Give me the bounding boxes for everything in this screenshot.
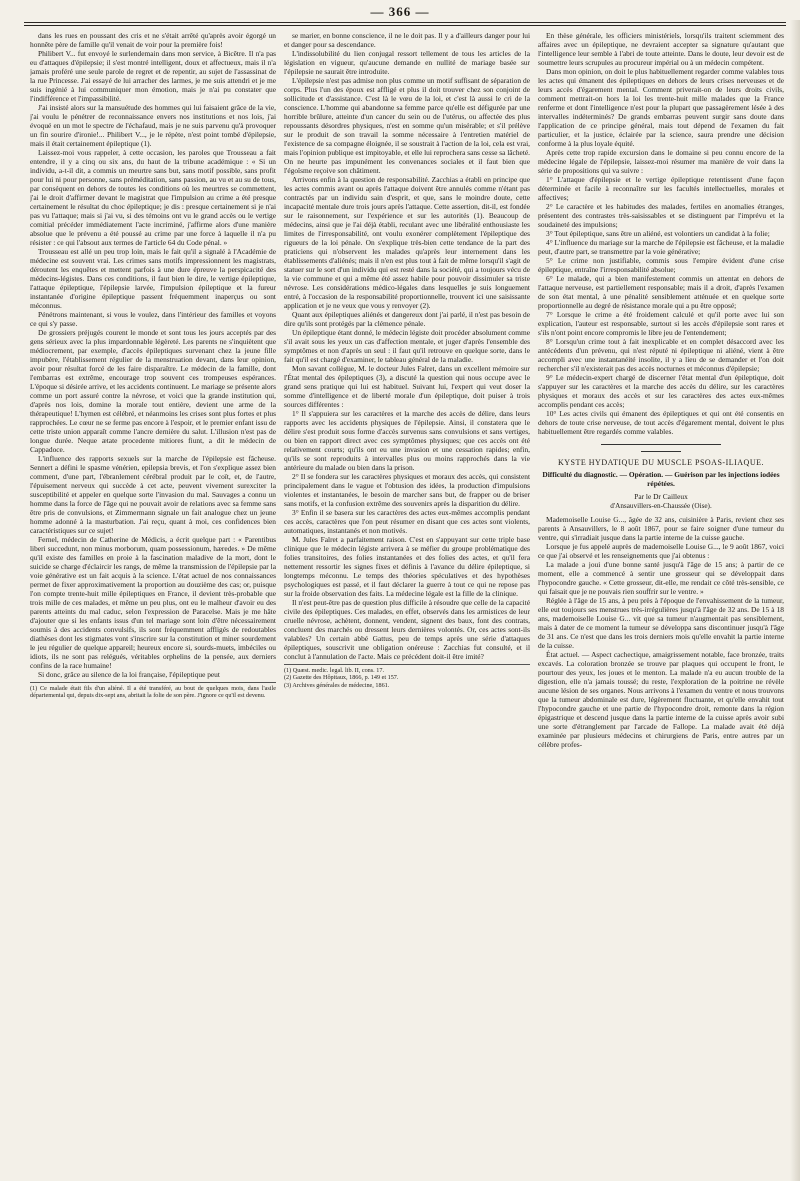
paragraph: dans les rues en poussant des cris et ne s'était arrêté qu'après avoir égorgé un honnête père de famille qu'il venait de voir pour la première fois!	[30, 31, 276, 49]
article-title: KYSTE HYDATIQUE DU MUSCLE PSOAS-ILIAQUE.	[558, 458, 764, 467]
column-middle	[284, 31, 530, 1171]
paragraph: 7° Lorsque le crime a été froidement calculé et qu'il porte avec lui son explication, l'auteur est responsable, surtout si les accès d'épilepsie sont rares et s'ils n'ont point encore compromis le libre jeu de l'entendement;	[538, 310, 784, 337]
paragraph: Mademoiselle Louise G..., âgée de 32 ans, cuisinière à Paris, revient chez ses parents à Ansauvillers, le 8 août 1867, pour se faire soigner d'une tumeur du ventre, qui s'irradiait jusque dans la partie interne de la cuisse gauche.	[538, 515, 784, 542]
paragraph: Si donc, grâce au silence de la loi française, l'épileptique peut	[38, 670, 220, 679]
paragraph: Fernel, médecin de Catherine de Médicis, a écrit quelque part : « Parentibus liberi succedunt, non minus morborum, quam possessionum, hæredes. » De même qu'il existe des familles en proie à la fascination maladive de la mort, dont le suicide se charge d'éclaircir les rangs, de même la transmission de l'épilepsie par la voie générative est un fait acquis à la science. L'état actuel de nos connaissances permet de fixer approximativement la proportion au douzième des cas; or, puisque l'on compte trente-huit mille épileptiques en France, il devient très-probable que trois mille de ces malades, et même un peu plus, ont eu le malheur d'avoir eu des parents atteints du mal caduc, selon l'expression de Paracelse. Mais je me hâte d'ajouter que si les enfants issus d'un tel mariage sont loin d'être nécessairement soumis à des accidents convulsifs, ils sont fréquemment affligés de redoutables diathèses dont les stigmates vont s'inscrire sur la constitution et miner sourdement le jeu régulier de quelque appareil; heureux encore si, sourds-muets, imbéciles ou idiots, ils ne sont pas relégués, véritables orphelins de la pensée, aux derniers confins de la race humaine!	[30, 535, 276, 670]
paragraph: En thèse générale, les officiers ministériels, lorsqu'ils traitent sciemment des affaires avec un épileptique, ne devraient accepter sa signature qu'autant que l'intelligence leur semble à l'abri de toute atteinte. Dans le doute, leur devoir est de soumettre leurs scrupules au procureur impérial ou à un médecin compétent.	[538, 31, 784, 67]
paragraph: se marier, en bonne conscience, il ne le doit pas. Il y a d'ailleurs danger pour lui et danger pour sa descendance.	[284, 31, 530, 49]
paragraph: La malade a joui d'une bonne santé jusqu'à l'âge de 15 ans; à partir de ce moment, elle a commencé à sentir une grosseur qui se développait dans l'hypocondre gauche. « Cette grosseur, dit-elle, me rendait ce côté très-sensible, ce qui faisait que je ne pouvais rien souffrir sur le ventre. »	[538, 560, 784, 596]
paragraph: 1° L'attaque d'épilepsie et le vertige épileptique retentissent d'une façon déterminée et facile à reconnaître sur les facultés intellectuelles, morales et affectives;	[538, 175, 784, 202]
column-left	[30, 31, 276, 1171]
paragraph: L'indissolubilité du lien conjugal ressort tellement de tous les articles de la législation en vigueur, qu'aucune demande en nullité de mariage basée sur l'épilepsie ne saurait être introduite.	[284, 49, 530, 76]
footnote: (1) Ce malade était fils d'un aliéné. Il a été transféré, au bout de quelques mois, dans l'asile départemental qui, depuis dix-sept ans, abritait la folie de son père. J'ignore ce qu'il est devenu.	[30, 685, 276, 700]
page-number: — 366 —	[370, 4, 430, 19]
paragraph: L'influence des rapports sexuels sur la marche de l'épilepsie est fâcheuse. Sennert a défini le spasme vénérien, epilepsia brevis, et l'on s'explique assez bien comment, d'une part, l'ébranlement cérébral produit par le coït, et, de l'autre, l'épuisement nerveux qui succède à cet acte, peuvent vivement surexciter la susceptibilité et appeler en quelque sorte l'invasion du mal. Sauvages a connu un homme dans la force de l'âge qui ne pouvait avoir de relations avec sa femme sans être pris de convulsions, et Zimmermann signale un fait analogue chez un jeune homme adonné à la masturbation. J'ai reçu, quant à moi, ces confidences bien caractéristiques sur ce sujet!	[30, 454, 276, 535]
paragraph: 4° L'influence du mariage sur la marche de l'épilepsie est fâcheuse, et la maladie peut, d'autre part, se transmettre par la voie générative;	[538, 238, 784, 256]
footnote: (3) Archives générales de médecine, 1861.	[284, 681, 390, 689]
paragraph: Pénétrons maintenant, si vous le voulez, dans l'intérieur des familles et voyons ce qui s'y passe.	[30, 310, 276, 328]
paragraph: Arrivons enfin à la question de responsabilité. Zacchias a établi en principe que les actes commis avant ou après l'attaque doivent être annulés comme n'étant pas contractés par un individu sain d'esprit, et que, sans le moindre doute, cette incapacité mentale dure trois jours après l'attaque. Cette assertion, dit-il, est fondée sur le raisonnement, sur l'expérience et sur les autorités (1). Beaucoup de médecins, ainsi que je l'ai déjà établi, reculant avec une libéralité enthousiaste les limites de l'irresponsabilité, ont voulu exonérer complètement l'épileptique des rigueurs de la loi pénale. On s'explique très-bien cette tendance de la part des praticiens qui n'observent les malades qu'après leur internement dans les établissements d'aliénés; mais il n'en est plus tout à fait de même lorsqu'il s'agit de statuer sur le sort d'un individu qui est resté dans la société, qui a toujours vécu de la vie commune et qui a même été assez habile pour pouvoir dissimuler sa triste névrose. Les considérations médico-légales dans lesquelles je suis longuement entré, à l'occasion de la responsabilité proportionnelle, trouvent ici une saisissante application et je ne veux que vous y renvoyer (2).	[284, 175, 530, 310]
article-place: d'Ansauvillers-en-Chaussée (Oise).	[610, 502, 712, 510]
paragraph: 3° Enfin il se basera sur les caractères des actes eux-mêmes accomplis pendant ces accès, caractères que l'on peut résumer en disant que ces actes sont violents, automatiques, instantanés et non motivés.	[284, 508, 530, 535]
paragraph: 6° Le malade, qui a bien manifestement commis un attentat en dehors de l'attaque nerveuse, est partiellement responsable; mais il a droit, d'après l'examen de son état mental, à une pénalité sensiblement atténuée et en quelque sorte proportionnelle au degré de résistance morale qui a pu être opposé;	[538, 274, 784, 310]
paragraph: 9° Le médecin-expert chargé de discerner l'état mental d'un épileptique, doit s'appuyer sur les caractères et la marche des accès du délire, sur les caractères physiques et moraux des accès et sur les caractères des actes eux-mêmes accomplis pendant ces accès;	[538, 373, 784, 409]
footnotes	[30, 682, 276, 700]
article-subtitle: Difficulté du diagnostic. — Opération. — Guérison par les injections iodées répétées.	[542, 470, 780, 488]
section-divider	[601, 444, 721, 445]
footnote: (1) Quæst. medic. legal. lib. II, cons. 17.	[284, 667, 385, 674]
paragraph: Après cette trop rapide excursion dans le domaine si peu connu encore de la médecine légale de l'épilepsie, laissez-moi résumer ma manière de voir dans la série de propositions qui va suivre :	[538, 148, 784, 175]
footnotes	[284, 664, 530, 689]
paragraph: 8° Lorsqu'un crime tout à fait inexplicable et en complet désaccord avec les antécédents d'un prévenu, qui n'est réputé ni épileptique ni aliéné, vient à être accompli avec une instantanéité insolite, il y a lieu de se demander et l'on doit rechercher s'il n'existerait pas des accès nocturnes et méconnus d'épilepsie;	[538, 337, 784, 373]
paragraph: 2° Il se fondera sur les caractères physiques et moraux des accès, qui consistent principalement dans le vague et l'obtusion des idées, la production d'impulsions violentes et instantanées, le besoin de marcher sans but, de frapper ou de briser sans motifs, et la confusion extrême des souvenirs après la disparition du délire.	[284, 472, 530, 508]
paragraph: Trousseau est allé un peu trop loin, mais le fait qu'il a signalé à l'Académie de médecine est souvent vrai. Les crimes sans motifs impressionnent les magistrats, déroutent les enquêtes et mettent parfois à une dure épreuve la perspicacité des médecins-légistes. Dans ces conditions, il faut bien le dire, le vertige épileptique, l'attaque épileptique, l'épilepsie larvée, l'impulsion épileptique et la fureur instantanée d'origine épileptique passent fréquemment inaperçus ou sont méconnus.	[30, 247, 276, 310]
paragraph: État actuel. — Aspect cachectique, amaigrissement notable, face bronzée, traits excavés. La coloration bronzée se trouve par plaques qui occupent le front, le pourtour des yeux, les joues et le menton. La malade n'a eu aucun trouble de la digestion, elle n'a jamais toussé; du reste, l'exploration de la poitrine ne révèle aucune lésion de ses organes. Nous arrivons à l'examen du ventre et nous trouvons que la tumeur abdominale est dure, légèrement fluctuante, et qu'elle envahit tout l'hypocondre gauche et une partie de l'hypocondre droit, remonte dans la région épigastrique et descend jusque dans la partie interne de la cuisse après avoir subi une sorte d'étranglement par l'arcade de Fallope. La malade avait été déjà examinée par plusieurs médecins et chirurgiens de Paris, entre autres par un célèbre profes-	[538, 650, 784, 749]
paragraph: Il n'est peut-être pas de question plus difficile à résoudre que celle de la capacité civile des épileptiques. Ces malades, en effet, observés dans les armistices de leur cruelle névrose, achètent, donnent, vendent, signent des baux, font des contrats, concluent des marchés ou dressent leurs dernières volontés. Or, ces actes sont-ils valables? Un certain abbé Gattus, peu de temps après une série d'attaques épileptiques, souscrivit une obligation onéreuse : Zacchias fut consulté, et il conclut à l'annulation de l'acte. Mais ce précédent doit-il être imité?	[284, 598, 530, 661]
section-divider-short	[641, 451, 681, 452]
paragraph: 3° Tout épileptique, sans être un aliéné, est volontiers un candidat à la folie;	[546, 229, 770, 238]
page-edge-shadow	[790, 20, 800, 1181]
column-right	[538, 31, 784, 1171]
paragraph: 2° Le caractère et les habitudes des malades, fertiles en anomalies étranges, présentent des contrastes très-saisissables et se distinguent par l'imprévu et la soudaineté des impulsions;	[538, 202, 784, 229]
paragraph: M. Jules Falret a parfaitement raison. C'est en s'appuyant sur cette triple base clinique que le médecin légiste arrivera à se méfier du groupe problématique des folies transitoires, des folies instantanées et des folies des actes, et qu'il fera nettement ressortir les signes fixes et définis à l'avance du délire épileptique, si longtemps méconnu. Le temps des théories spéculatives et des hypothèses psychologiques est passé, et il faut déclarer la guerre à tout ce qui ne repose pas sur la froide observation des faits. La médecine légale est la fille de la clinique.	[284, 535, 530, 598]
header-rule	[24, 22, 786, 23]
paragraph: Mon savant collègue, M. le docteur Jules Falret, dans un excellent mémoire sur l'État mental des épileptiques (3), a discuté la question qui nous occupe avec le grand sens pratique qui lui est habituel. Suivant lui, l'expert qui veut doser la somme d'intelligence et de liberté morale d'un épileptique, doit puiser à trois sources différentes :	[284, 364, 530, 409]
paragraph: Laissez-moi vous rappeler, à cette occasion, les paroles que Trousseau a fait entendre, il y a cinq ou six ans, du haut de la tribune académique : « Si un individu, a-t-il dit, a commis un meurtre sans but, sans motif possible, sans profit pour lui ni pour personne, sans préméditation, sans passion, au vu et au su de tous, par conséquent en dehors de toutes les conditions où les meurtres se commettent, j'ai le droit d'affirmer devant le magistrat que l'impulsion au crime a été presque certainement le résultat du choc épileptique; je dis : presque certainement si je n'ai pas vu l'attaque; mais si j'ai vu, si des témoins ont vu le grand accès ou le vertige comitial précéder immédiatement l'acte incriminé, j'affirme alors d'une manière absolue que le prévenu a été poussé au crime par une force à laquelle il n'a pu résister : ce qui l'absout aux termes de l'article 64 du Code pénal. »	[30, 148, 276, 247]
paragraph: 1° Il s'appuiera sur les caractères et la marche des accès de délire, dans leurs rapports avec les accidents physiques de l'épilepsie. Ainsi, il constatera que le délire s'est produit sous forme d'accès survenus sans convulsions et sans vertiges, ou bien en rapport direct avec ces symptômes physiques; que ces accès ont été relativement courts; qu'ils ont eu une invasion et une cessation rapides; enfin, qu'ils se sont reproduits à intervalles plus ou moins rapprochés dans la vie antérieure du malade ou bien dans la prison.	[284, 409, 530, 472]
paragraph: J'ai insisté alors sur la mansuétude des hommes qui lui faisaient grâce de la vie, j'ai voulu le pénétrer de reconnaissance envers nos institutions et nos lois, j'ai évoqué en un mot le spectre de l'échafaud, mais je ne suis parvenu qu'à provoquer un fin sourire d'ironie!... Philibert V..., je le répète, n'est point tombé d'épilepsie, mais il était certainement épileptique (1).	[30, 103, 276, 148]
paragraph: Un épileptique étant donné, le médecin légiste doit procéder absolument comme s'il avait sous les yeux un cas d'affection mentale, et juger d'après l'ensemble des symptômes et non d'après un seul : il faut qu'il retrouve en quelque sorte, dans le fait qu'il est chargé d'examiner, le tableau général de la maladie.	[284, 328, 530, 364]
paragraph: Philibert V... fut envoyé le surlendemain dans mon service, à Bicêtre. Il n'a pas eu d'attaques d'épilepsie; il s'est montré intelligent, doux et affectueux, mais il n'a jamais proféré une seule parole de regret et de repentir, au sujet de l'assassinat de la rue Princesse. J'ai essayé de lui arracher des larmes, je me suis attendri et je me suis ingénié à lui communiquer mon émotion, mais je n'ai pu constater que l'indifférence et l'impassibilité.	[30, 49, 276, 103]
paragraph: Quant aux épileptiques aliénés et dangereux dont j'ai parlé, il n'est pas besoin de dire qu'ils sont protégés par la clémence pénale.	[284, 310, 530, 328]
paragraph: Dans mon opinion, on doit le plus habituellement regarder comme valables tous les actes qui émanent des épileptiques en dehors de leurs crises nerveuses et de leurs accès d'égarement mental. Comment priverait-on de leurs droits civils, comment mettrait-on hors la loi les trente-huit mille malades que la France renferme et dont l'intelligence n'est pour la plupart que passagèrement lésée à des intervalles indéterminés? De grands embarras peuvent surgir sans doute dans l'application de ce principe général, mais tout dépend de l'examen du fait particulier, et la justice, éclairée par la science, saura prendre une décision conforme à la plus loyale équité.	[538, 67, 784, 148]
paragraph: Réglée à l'âge de 15 ans, à peu près à l'époque de l'envahissement de la tumeur, elle eut toujours ses menstrues très-irrégulières jusqu'à l'âge de 32 ans. De 15 à 18 ans, mademoiselle Louise G... vit que sa tumeur n'augmentait pas sensiblement, mais à dater de ce moment la tumeur se développa sans discontinuer jusqu'à l'âge de 31 ans. Ce n'est que dans les trois derniers mois qu'elle envahit la partie interne de la cuisse.	[538, 596, 784, 650]
paragraph: De grossiers préjugés courent le monde et sont tous les jours acceptés par des gens sérieux avec la plus impardonnable légèreté. Les parents ne s'inquiètent que médiocrement, par exemple, d'accès épileptiques survenant chez la jeune fille impubère, l'établissement régulier de la menstruation devant, dans leur opinion, avoir pour résultat forcé de les faire disparaître. Le médecin de la famille, dont l'embarras est extrême, encourage trop souvent ces trompeuses espérances. L'époque si désirée arrive, et les accidents continuent. Le mariage se présente alors comme un port assuré contre la névrose, et voici que la grande institution qui, d'après nos lois, domine la morale tout entière, devient une arme de la thérapeutique! L'hymen est célébré, et néanmoins les crises sont plus fortes et plus rapprochées. Le cœur ne se ferme pas encore à l'espoir, et le premier enfant issu de cette triste union apparaît comme l'ancre dernière du salut. L'illusion n'est pas de longue durée. Neque ætate procedente mitiores fiunt, a dit le médecin de Cappadoce.	[30, 328, 276, 454]
article-author: Par le Dr Cailleux	[634, 492, 688, 501]
paragraph: 5° Le crime non justifiable, commis sous l'empire évident d'une crise épileptique, entraîne l'irresponsabilité absolue;	[538, 256, 784, 274]
paragraph: Lorsque je fus appelé auprès de mademoiselle Louise G..., le 9 août 1867, voici ce que j'ai observé et les renseignements que j'ai obtenus :	[538, 542, 784, 560]
header-rule-secondary	[24, 25, 786, 26]
paragraph: L'épilepsie n'est pas admise non plus comme un motif suffisant de séparation de corps. Plus l'un des époux est affligé et plus il doit trouver chez son conjoint de sollicitude et d'assistance. C'est là le vœu de la loi, et c'est là aussi le cri de la conscience. L'homme qui abandonne sa femme parce qu'elle est défigurée par une horrible brûlure, atteinte d'un cancer du sein ou de l'utérus, ou affectée des plus repoussants désordres physiques, n'est en somme qu'un misérable; et s'il prélève sur le produit de son travail la somme nécessaire à l'entretien matériel de l'existence de sa compagne éloignée, il se soustrait à l'action de la loi, cela est vrai, mais l'opinion publique est impitoyable, et elle lui reprochera sans cesse sa lâcheté. On ne heurte pas impunément les convenances sociales et il faut bien que l'égoïsme reçoive son châtiment.	[284, 76, 530, 175]
footnote: (2) Gazette des Hôpitaux, 1866, p. 149 et 157.	[284, 674, 399, 682]
paragraph: 10° Les actes civils qui émanent des épileptiques et qui ont été consentis en dehors de toute crise nerveuse, de tout accès d'égarement mental, doivent le plus habituellement être regardés comme valables.	[538, 409, 784, 436]
